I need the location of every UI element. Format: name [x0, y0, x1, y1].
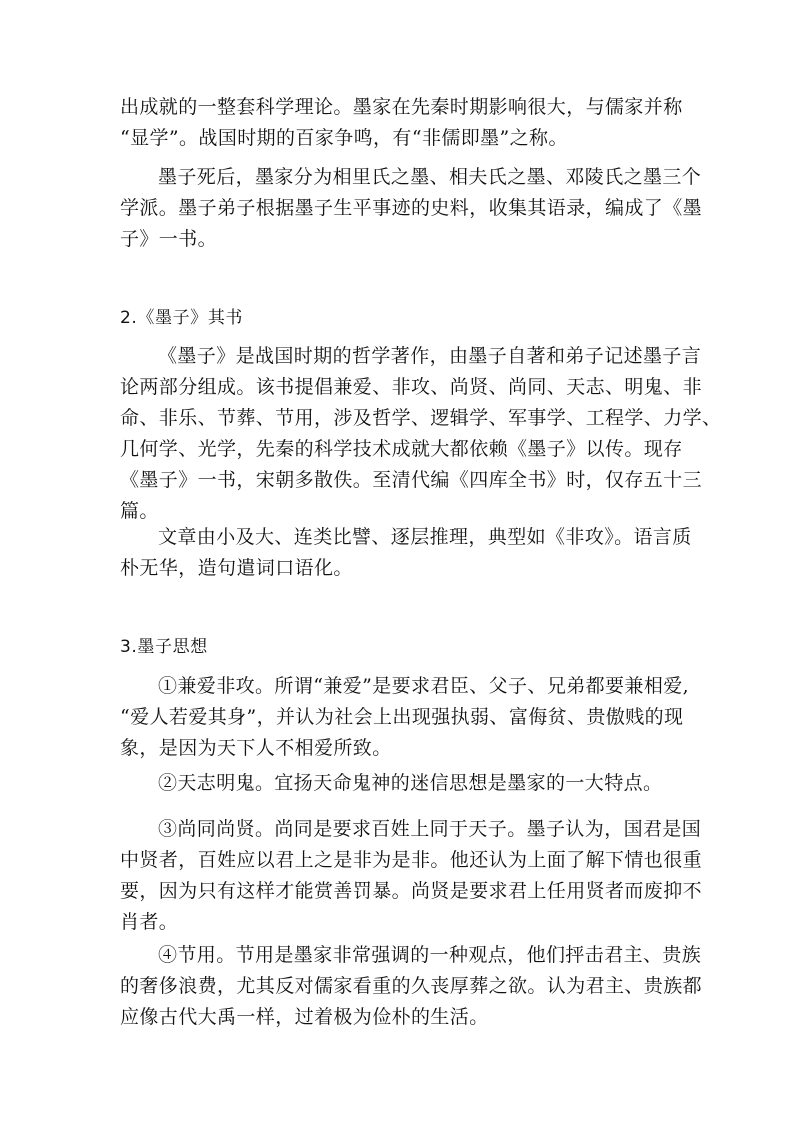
text-line: 几何学、光学，先秦的科学技术成就大都依赖《墨子》以传。现存 [120, 438, 683, 460]
text-line: 《墨子》是战国时期的哲学著作，由墨子自著和弟子记述墨子言 [158, 345, 702, 367]
text-line: 子》一书。 [120, 228, 218, 250]
paragraph-schools [120, 162, 703, 255]
text-line: 肖者。 [120, 911, 179, 933]
text-line: ②天志明鬼。宜扬天命鬼神的迷信思想是墨家的一大特点。 [158, 772, 663, 794]
paragraph-intro [120, 92, 683, 154]
paragraph-thought-2 [120, 768, 680, 799]
text-line: 要，因为只有这样才能赏善罚暴。尚贤是要求君上任用贤者而废抑不 [120, 880, 703, 902]
paragraph-thought-1 [120, 671, 690, 764]
text-line: ③尚同尚贤。尚同是要求百姓上同于天子。墨子认为，国君是国 [158, 818, 702, 840]
text-line: 论两部分组成。该书提倡兼爱、非攻、尚贤、尚同、天志、明鬼、非 [120, 376, 703, 398]
section-heading-book: 2.《墨子》其书 [120, 308, 244, 328]
text-line: 出成就的一整套科学理论。墨家在先秦时期影响很大，与儒家并称 [120, 96, 683, 118]
text-line: 学派。墨子弟子根据墨子生平事迹的史料，收集其语录，编成了《墨 [120, 197, 703, 219]
paragraph-book [120, 341, 722, 527]
paragraph-style [120, 522, 692, 584]
text-line: 墨子死后，墨家分为相里氏之墨、相夫氏之墨、邓陵氏之墨三个 [158, 166, 702, 188]
text-line: 篇。 [120, 500, 159, 522]
text-line: ④节用。节用是墨家非常强调的一种观点，他们抨击君主、贵族 [158, 944, 702, 966]
text-line: 的奢侈浪费，尤其反对儒家看重的久丧厚葬之欲。认为君主、贵族都 [120, 975, 703, 997]
paragraph-thought-3 [120, 814, 703, 938]
text-line: ①兼爱非攻。所谓“兼爱”是要求君臣、父子、兄弟都要兼相爱, [158, 675, 690, 697]
text-line: 命、非乐、节葬、节用，涉及哲学、逻辑学、军事学、工程学、力学、 [120, 407, 722, 429]
paragraph-thought-4 [120, 940, 703, 1033]
text-line: 应像古代大禹一样，过着极为俭朴的生活。 [120, 1006, 489, 1028]
text-line: “显学”。战国时期的百家争鸣，有“非儒即墨”之称。 [120, 127, 568, 149]
text-line: 《墨子》一书，宋朝多散佚。至清代编《四库全书》时，仅存五十三 [120, 469, 703, 491]
text-line: “爱人若爱其身”，并认为社会上出现强执弱、富侮贫、贵傲贱的现 [120, 706, 684, 728]
section-heading-thought: 3.墨子思想 [120, 637, 208, 657]
text-line: 象，是因为天下人不相爱所致。 [120, 737, 392, 759]
text-line: 文章由小及大、连类比譬、逐层推理，典型如《非攻》。语言质 [158, 526, 692, 548]
text-line: 中贤者，百姓应以君上之是非为是非。他还认为上面了解下情也很重 [120, 849, 703, 871]
text-line: 朴无华，造句遣词口语化。 [120, 557, 353, 579]
